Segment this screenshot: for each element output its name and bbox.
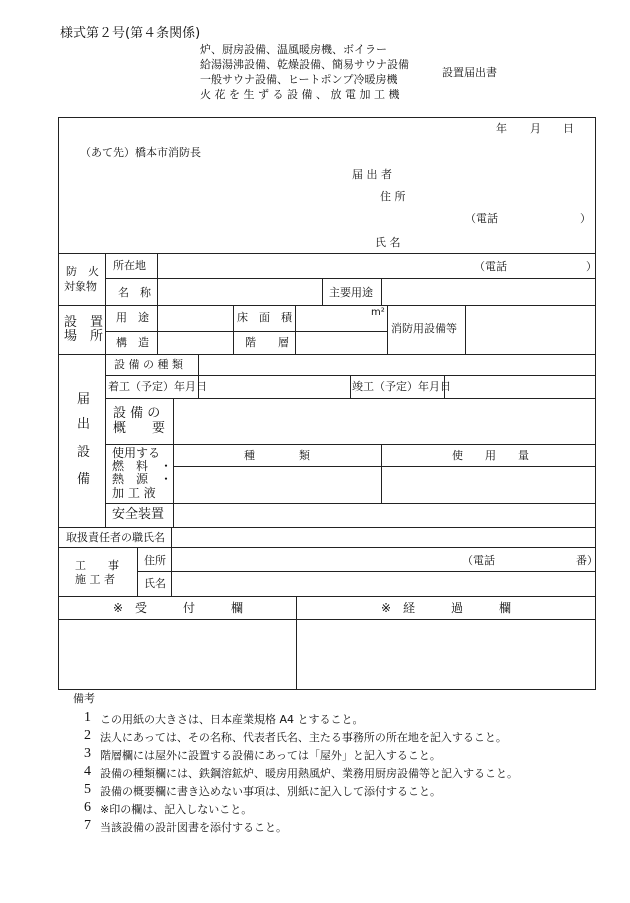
start-date-field[interactable] [199,376,349,398]
fuel-label-3: 熱 源 ・ [112,472,173,486]
equip-summary-label-1: 設 備 の [113,406,161,421]
note-number: 1 [84,710,91,725]
finish-date-label: 竣工（予定）年月日 [352,380,451,393]
manager-field[interactable] [172,528,595,547]
target-phone-open: （電話 [474,260,507,273]
phone-open: （電話 [465,212,498,225]
equip-summary-label-2: 概 要 [113,421,166,436]
contractor-address-label: 住所 [144,554,166,567]
equip-label-1: 届 [77,392,91,407]
equip-summary-field[interactable] [174,399,595,444]
date-year: 年 [496,122,507,135]
note-text: ※印の欄は、記入しないこと。 [100,803,253,816]
fuel-label-4: 加 工 液 [112,486,156,500]
manager-label: 取扱責任者の職氏名 [66,531,165,544]
notes-heading: 備考 [73,692,95,705]
frame-bottom [58,689,596,690]
col-line [350,375,351,398]
equipment-line-4: 火 花 を 生 ず る 設 備 、 放 電 加 工 機 [200,88,400,101]
structure-field[interactable] [158,332,232,354]
contractor-phone-close: 番） [576,554,598,567]
col-line [296,596,297,690]
note-text: 設備の概要欄に書き込めない事項は、別紙に記入して添付すること。 [100,785,441,798]
note-number: 5 [84,782,91,797]
place-label-1: 設 置 [64,315,104,330]
date-day: 日 [563,122,574,135]
floor-area-field[interactable] [296,306,374,330]
progress-header: ※ 経 過 欄 [381,601,512,615]
contractor-name-field[interactable] [172,572,595,596]
safety-device-field[interactable] [174,504,595,527]
note-text: 法人にあっては、その名称、代表者氏名、主たる事務所の所在地を記入すること。 [100,731,507,744]
note-number: 7 [84,818,91,833]
note-number: 3 [84,746,91,761]
fire-equipment-label: 消防用設備等 [391,322,457,335]
row-line [58,619,596,620]
main-use-label: 主要用途 [329,286,373,299]
note-text: 設備の種類欄には、鉄鋼溶鉱炉、暖房用熱風炉、業務用厨房設備等と記入すること。 [100,767,518,780]
form-title: 設置届出書 [442,66,497,79]
note-number: 6 [84,800,91,815]
address-label: 住 所 [380,190,406,203]
use-field[interactable] [158,306,232,330]
note-number: 2 [84,728,91,743]
frame-top [58,117,596,118]
note-number: 4 [84,764,91,779]
frame-left [58,117,59,690]
floor-field[interactable] [296,332,386,354]
reception-header: ※ 受 付 欄 [113,601,244,615]
fuel-type-header: 種 類 [244,449,310,462]
target-phone-close: ） [586,260,597,273]
notifier-label: 届 出 者 [352,168,392,181]
fuel-amount-field[interactable] [382,467,595,503]
phone-field[interactable] [500,208,578,228]
note-text: この用紙の大きさは、日本産業規格 A4 とすること。 [100,713,364,726]
start-date-label: 着工（予定）年月日 [108,380,207,393]
col-line [105,354,106,527]
note-text: 階層欄には屋外に設置する設備にあっては「屋外」と記入すること。 [100,749,441,762]
structure-label: 構 造 [116,336,149,349]
equip-type-label: 設 備 の 種 類 [114,358,183,371]
col-line [322,278,323,305]
equip-label-3: 設 [77,445,91,460]
finish-date-field[interactable] [445,376,595,398]
use-label: 用 途 [116,311,149,324]
floor-area-label: 床 面 積 [237,311,292,324]
contractor-phone-open: （電話 [462,554,495,567]
address-field[interactable] [412,186,587,206]
contractor-address-field[interactable] [172,548,462,571]
fuel-type-field[interactable] [174,467,380,503]
contractor-name-label: 氏名 [144,577,166,590]
recipient: （あて先）橋本市消防長 [80,146,201,159]
target-name-label: 名 称 [118,286,151,299]
safety-device-label: 安全装置 [112,507,165,522]
col-line [105,253,106,354]
equipment-line-3: 一般サウナ設備、ヒートポンプ冷暖房機 [200,73,398,86]
contractor-label-1: 工 事 [75,559,119,572]
place-label-2: 場 所 [64,329,104,344]
target-name-field[interactable] [158,279,321,305]
col-line [233,305,234,354]
equip-label-4: 備 [77,472,91,487]
fuel-label-2: 燃 料 ・ [112,459,173,473]
name-label: 氏 名 [375,236,401,249]
equipment-line-1: 炉、厨房設備、温風暖房機、ボイラー [200,43,387,56]
name-field[interactable] [405,232,585,252]
equip-label-2: 出 [77,417,91,432]
equipment-line-2: 給湯湯沸設備、乾燥設備、簡易サウナ設備 [200,58,409,71]
frame-right [595,117,596,690]
target-label-2: 対象物 [64,280,97,293]
fuel-amount-header: 使 用 量 [452,449,529,462]
main-use-field[interactable] [382,279,595,305]
area-unit: m² [371,307,385,318]
fire-equipment-field[interactable] [466,306,595,354]
contractor-label-2: 施 工 者 [75,573,115,586]
location-label: 所在地 [113,259,146,272]
row-line [58,596,596,597]
equip-type-field[interactable] [199,355,595,375]
col-line [387,305,388,354]
form-number: 様式第２号(第４条関係) [60,26,201,41]
phone-close: ） [580,212,591,225]
row-line [105,444,596,445]
target-label-1: 防 火 [66,265,99,278]
note-text: 当該設備の設計図書を添付すること。 [100,821,287,834]
floor-label: 階 層 [245,336,289,349]
location-field[interactable] [158,254,468,278]
fuel-label-1: 使用する [112,446,161,460]
date-month: 月 [530,122,541,135]
